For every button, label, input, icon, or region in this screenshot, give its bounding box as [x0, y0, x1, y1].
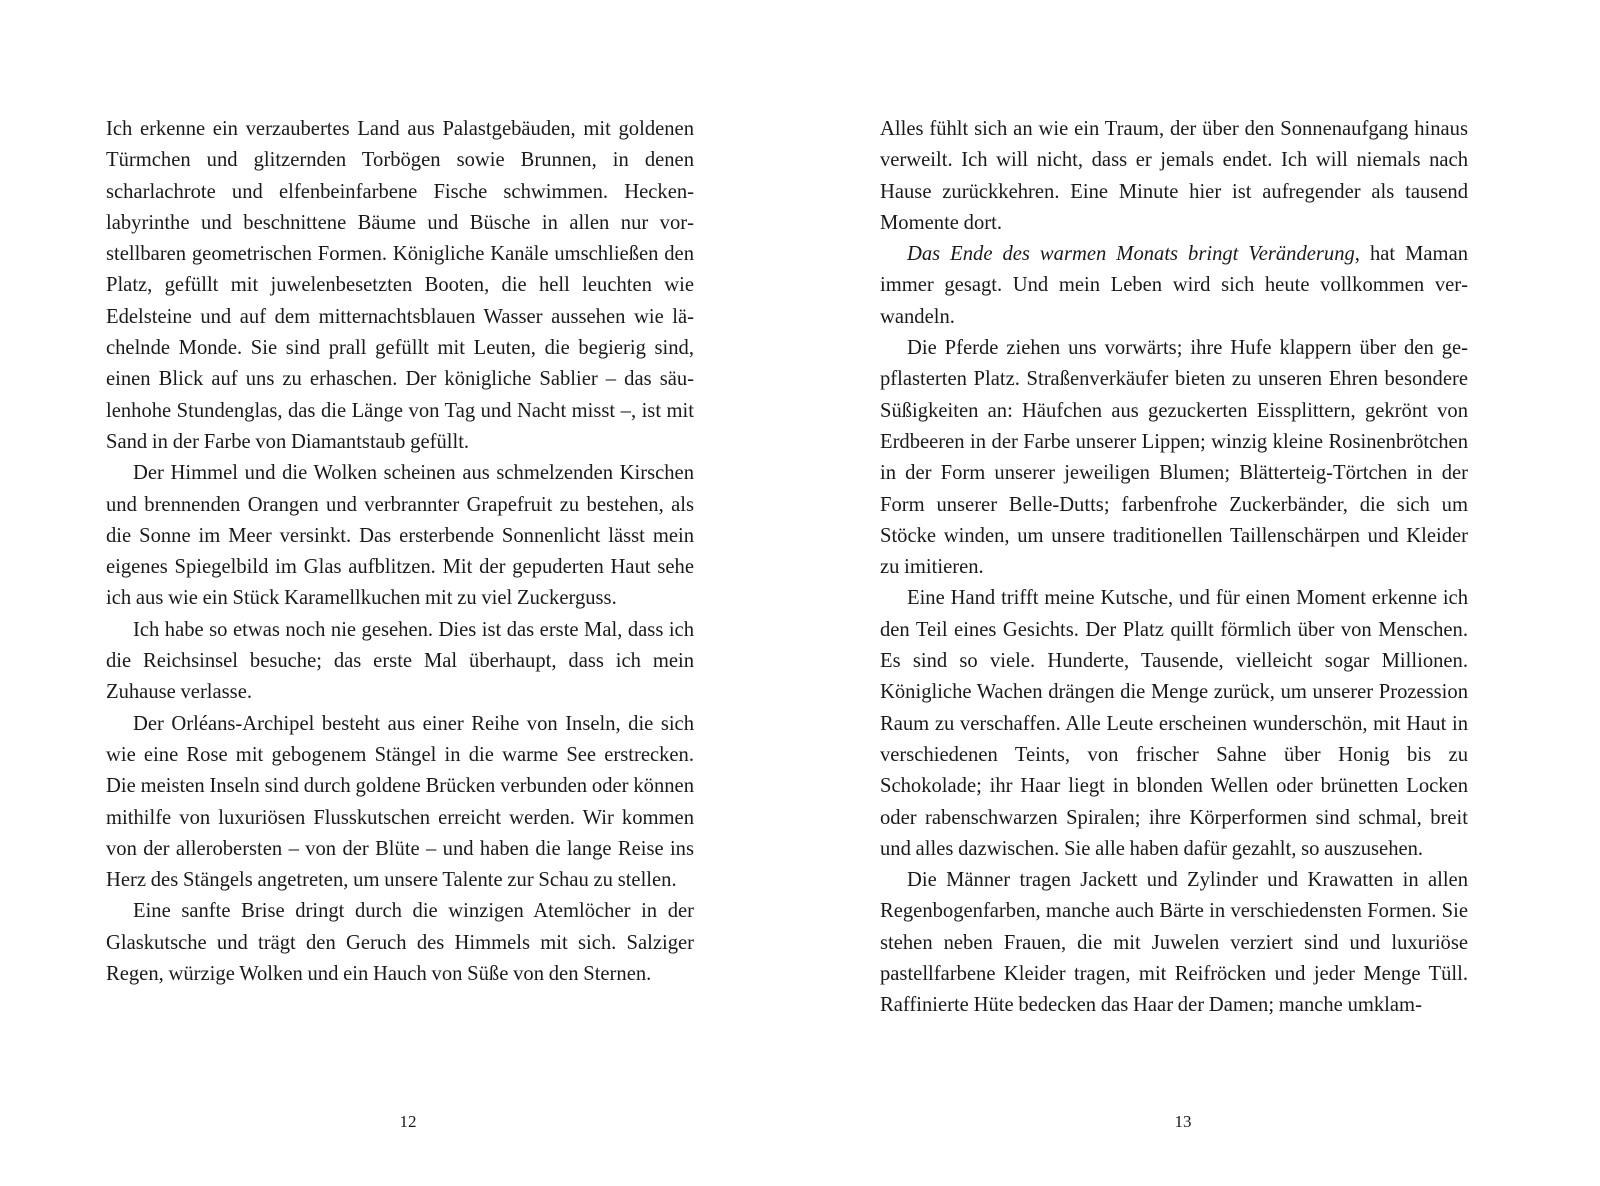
right-page	[800, 0, 1600, 1186]
paragraph: Eine sanfte Brise dringt durch die winzigen Atemlöcher in der Glaskutsche und trägt den Geruch des Himmels mit sich. Salziger Regen, würzige Wolken und ein Hauch von Süße von den Sternen.	[106, 900, 694, 986]
left-page-body	[106, 114, 694, 990]
paragraph: Der Orléans-Archipel besteht aus einer Reihe von Inseln, die sich wie eine Rose mit gebogenem Stängel in die warme See erstrecken. Die meisten Inseln sind durch goldene Brücken verbunden oder können mithilfe von luxuriösen Flusskutschen erreicht werden. Wir kommen von der allerobersten – von der Blüte – und haben die lange Reise ins Herz des Stängels angetreten, um unsere Talente zur Schau zu stellen.	[106, 712, 694, 892]
italic-quote: Das Ende des warmen Monats bringt Veränderung	[907, 243, 1355, 266]
quote-paragraph	[880, 239, 1468, 333]
paragraph: Ich habe so etwas noch nie gesehen. Dies ist das erste Mal, dass ich die Reichsinsel besuche; das erste Mal überhaupt, dass ich mein Zuhause verlasse.	[106, 618, 694, 704]
page-number-right: 13	[1174, 1112, 1192, 1131]
paragraph: Eine Hand trifft meine Kutsche, und für einen Moment erkenne ich den Teil eines Gesichts. Der Platz quillt förmlich über von Menschen. Es sind so viele. Hunderte, Tausende, vielleicht sogar Millionen. Königliche Wachen drängen die Menge zurück, um unserer Prozession Raum zu verschaffen. Alle Leute erscheinen wunderschön, mit Haut in verschiedenen Teints, von frischer Sahne über Honig bis zu Schokolade; ihr Haar liegt in blonden Wellen oder brünetten Locken oder rabenschwarzen Spiralen; ihre Körperformen sind schmal, breit und alles dazwischen. Sie alle haben dafür gezahlt, so auszusehen.	[880, 587, 1468, 860]
page-number-left: 12	[399, 1112, 417, 1131]
quote-continuation: , hat Maman immer gesagt. Und mein Leben wird sich heute vollkommen verwandeln.	[880, 243, 1469, 328]
paragraph: Die Pferde ziehen uns vorwärts; ihre Hufe klappern über den gepflasterten Platz. Straßenverkäufer bieten zu unseren Ehren besondere Süßigkeiten an: Häufchen aus gezuckerten Eissplittern, gekrönt von Erdbeeren in der Farbe unserer Lippen; winzig kleine Rosinenbrötchen in der Form unserer jeweiligen Blumen; Blätterteig-Törtchen in der Form unserer Belle-Dutts; farbenfrohe Zuckerbänder, die sich um Stöcke winden, um unsere traditionellen Taillenschärpen und Kleider zu imitieren.	[880, 337, 1468, 579]
paragraph: Ich erkenne ein verzaubertes Land aus Palastgebäuden, mit goldenen Türmchen und glitzernden Torbögen sowie Brunnen, in denen scharlachrote und elfenbeinfarbene Fische schwimmen. Heckenlabyrinthe und beschnittene Bäume und Büsche in allen nur vorstellbaren geometrischen Formen. Königliche Kanäle umschließen den Platz, gefüllt mit juwelenbesetzten Booten, die hell leuchten wie Edelsteine und auf dem mitternachtsblauen Wasser aussehen wie lächelnde Monde. Sie sind prall gefüllt mit Leuten, die begierig sind, einen Blick auf uns zu erhaschen. Der königliche Sablier – das säulenhohe Stundenglas, das die Länge von Tag und Nacht misst –, ist mit Sand in der Farbe von Diamantstaub gefüllt.	[106, 118, 694, 453]
paragraph: Der Himmel und die Wolken scheinen aus schmelzenden Kirschen und brennenden Orangen und verbrannter Grapefruit zu bestehen, als die Sonne im Meer versinkt. Das ersterbende Sonnenlicht lässt mein eigenes Spiegelbild im Glas aufblitzen. Mit der gepuderten Haut sehe ich aus wie ein Stück Karamellkuchen mit zu viel Zuckerguss.	[106, 462, 694, 610]
right-page-body	[880, 114, 1468, 1022]
paragraph: Alles fühlt sich an wie ein Traum, der über den Sonnenaufgang hinaus verweilt. Ich will nicht, dass er jemals endet. Ich will niemals nach Hause zurückkehren. Eine Minute hier ist aufregender als tausend Momente dort.	[880, 118, 1468, 234]
paragraph: Die Männer tragen Jackett und Zylinder und Krawatten in allen Regenbogenfarben, manche auch Bärte in verschiedensten Formen. Sie stehen neben Frauen, die mit Juwelen verziert sind und luxuriöse pastellfarbene Kleider tragen, mit Reifröcken und jeder Menge Tüll. Raffinierte Hüte bedecken das Haar der Damen; manche umklam-	[880, 869, 1468, 1017]
